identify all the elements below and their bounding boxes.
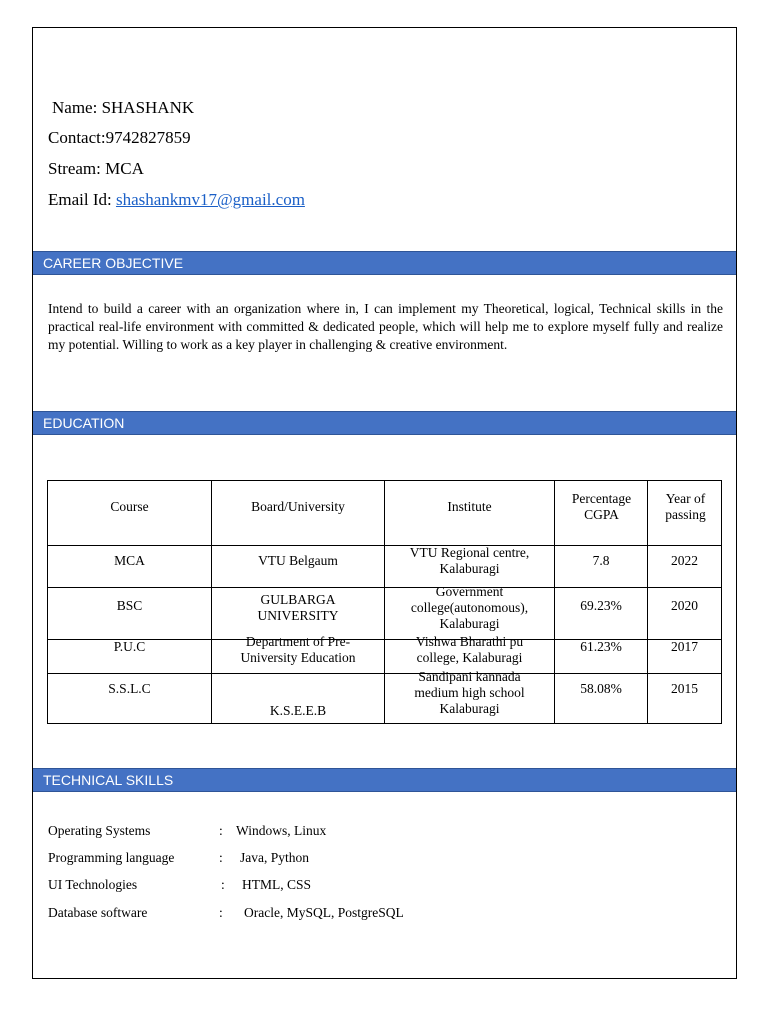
table-header-cell: Year of passing xyxy=(665,491,706,522)
technical-skills-title: TECHNICAL SKILLS xyxy=(43,772,174,788)
table-cell: 2017 xyxy=(671,639,698,654)
career-objective-text: Intend to build a career with an organization where in, I can implement my Theoretical, logical, Technical skills in the practical real-life environment with committed & dedicated people, which will help me to explore myself fully and realize my potential. Willing to work as a key player in challenging & creative environment. xyxy=(48,301,723,352)
email-label: Email Id: xyxy=(48,190,116,209)
table-column-divider xyxy=(721,480,722,724)
career-objective-header xyxy=(33,251,736,275)
skill-separator: : xyxy=(221,877,225,892)
name-text: Name: SHASHANK xyxy=(52,98,195,117)
resume-page xyxy=(32,27,737,979)
table-header-cell: Percentage CGPA xyxy=(571,491,632,522)
contact-text: Contact:9742827859 xyxy=(48,128,191,147)
table-column-divider xyxy=(211,480,212,724)
table-cell: 61.23% xyxy=(580,639,622,654)
table-header-cell: Institute xyxy=(447,499,492,514)
table-cell: Government college(autonomous), Kalaburagi xyxy=(410,584,529,631)
table-cell: 7.8 xyxy=(592,553,610,568)
table-cell: S.S.L.C xyxy=(108,681,151,696)
table-cell: BSC xyxy=(116,598,143,613)
table-cell: VTU Belgaum xyxy=(258,553,338,568)
table-header-cell: Course xyxy=(110,499,149,514)
table-cell: VTU Regional centre, Kalaburagi xyxy=(409,545,530,576)
career-objective-title: CAREER OBJECTIVE xyxy=(43,255,184,271)
skill-label: Operating Systems xyxy=(48,823,151,838)
table-header-cell: Board/University xyxy=(251,499,345,514)
email-row xyxy=(48,190,305,210)
skill-value: HTML, CSS xyxy=(242,877,312,892)
skill-label: UI Technologies xyxy=(48,877,138,892)
stream-text: Stream: MCA xyxy=(48,159,144,178)
technical-skills-header xyxy=(33,768,736,792)
skill-label: Programming language xyxy=(48,850,175,865)
table-column-divider xyxy=(384,480,385,724)
table-cell: 2015 xyxy=(671,681,698,696)
table-cell: Sandipani kannada medium high school Kalaburagi xyxy=(414,669,525,716)
skill-value: Windows, Linux xyxy=(236,823,327,838)
education-title: EDUCATION xyxy=(43,415,125,431)
table-cell: MCA xyxy=(114,553,145,568)
table-cell: 2020 xyxy=(671,598,698,613)
table-cell: Vishwa Bharathi pu college, Kalaburagi xyxy=(415,634,524,665)
table-cell: 58.08% xyxy=(580,681,622,696)
skill-value: Java, Python xyxy=(240,850,309,865)
skill-separator: : xyxy=(219,823,223,838)
table-cell: P.U.C xyxy=(113,639,146,654)
education-header xyxy=(33,411,736,435)
skill-label: Database software xyxy=(48,905,148,920)
table-cell: 69.23% xyxy=(580,598,622,613)
table-cell: 2022 xyxy=(671,553,698,568)
skill-value: Oracle, MySQL, PostgreSQL xyxy=(244,905,404,920)
table-cell: GULBARGA UNIVERSITY xyxy=(257,592,339,623)
skill-separator: : xyxy=(219,850,223,865)
skill-separator: : xyxy=(219,905,223,920)
email-link[interactable]: shashankmv17@gmail.com xyxy=(115,190,305,209)
table-cell: Department of Pre-University Education xyxy=(240,634,356,665)
table-cell: K.S.E.E.B xyxy=(269,703,327,718)
